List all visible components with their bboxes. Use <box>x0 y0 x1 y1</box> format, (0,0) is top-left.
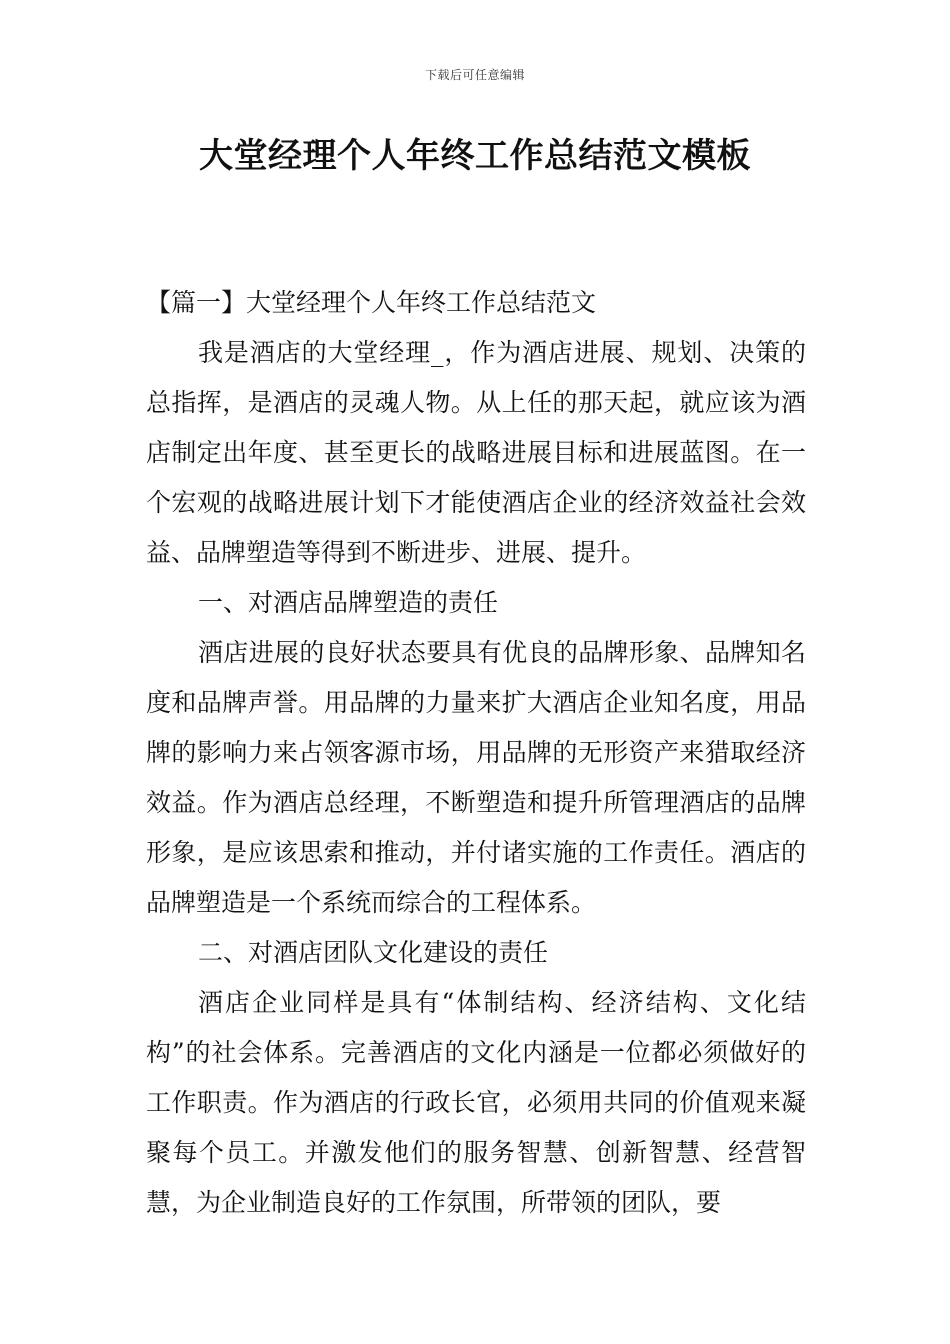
paragraph-team-culture: 酒店企业同样是具有“体制结构、经济结构、文化结构”的社会体系。完善酒店的文化内涵是一位都必须做好的工作职责。作为酒店的行政长官，必须用共同的价值观来凝聚每个员工。并激发他们的服务智慧、创新智慧、经营智慧，为企业制造良好的工作氛围，所带领的团队，要 <box>146 988 806 1217</box>
header-note: 下载后可任意编辑 <box>424 68 525 82</box>
paragraph-brand: 酒店进展的良好状态要具有优良的品牌形象、品牌知名度和品牌声誉。用品牌的力量来扩大酒店企业知名度，用品牌的影响力来占领客源市场，用品牌的无形资产来猎取经济效益。作为酒店总经理，不断塑造和提升所管理酒店的品牌形象，是应该思索和推动，并付诸实施的工作责任。酒店的品牌塑造是一个系统而综合的工程体系。 <box>146 638 806 917</box>
heading-brand-responsibility: 一、对酒店品牌塑造的责任 <box>198 588 499 617</box>
section-title: 【篇一】大堂经理个人年终工作总结范文 <box>146 288 597 317</box>
document-body <box>146 278 806 1228</box>
document-title: 大堂经理个人年终工作总结范文模板 <box>199 136 751 176</box>
heading-team-culture-responsibility: 二、对酒店团队文化建设的责任 <box>198 938 549 967</box>
paragraph-intro: 我是酒店的大堂经理_，作为酒店进展、规划、决策的总指挥，是酒店的灵魂人物。从上任的那天起，就应该为酒店制定出年度、甚至更长的战略进展目标和进展蓝图。在一个宏观的战略进展计划下才能使酒店企业的经济效益社会效益、品牌塑造等得到不断进步、进展、提升。 <box>146 338 806 567</box>
